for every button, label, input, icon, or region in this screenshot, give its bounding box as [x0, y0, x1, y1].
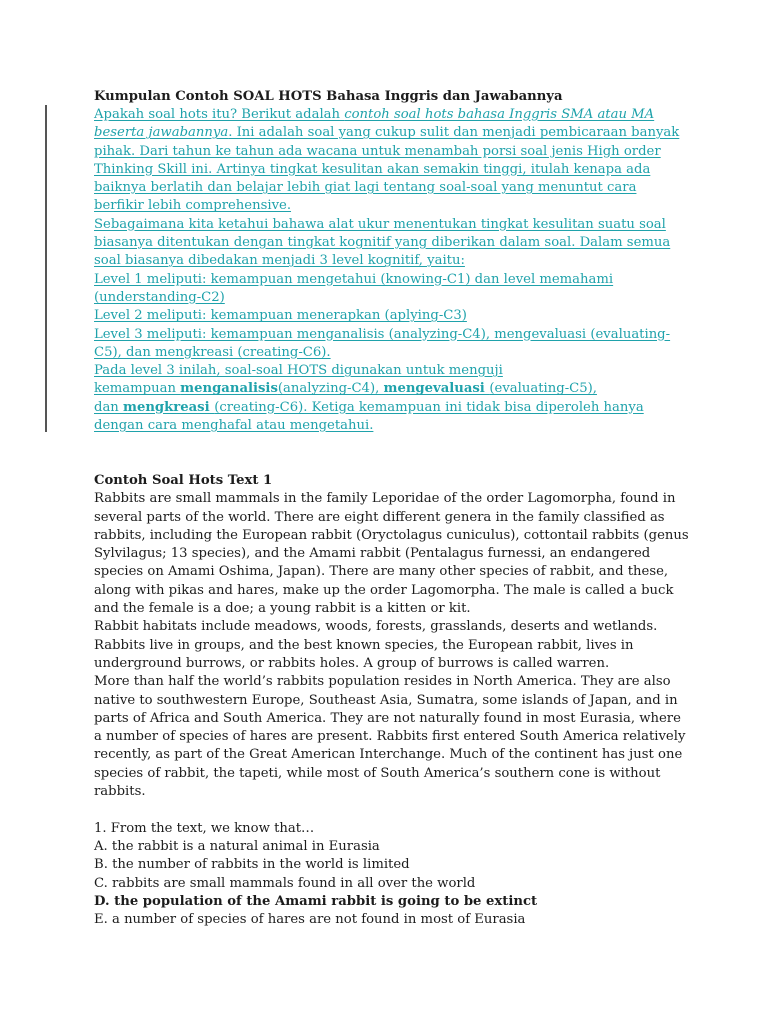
option-b: B. the number of rabbits in the world is limited: [94, 857, 410, 873]
option-a: A. the rabbit is a natural animal in Eurasia: [94, 838, 380, 854]
intro-line[interactable]: (understanding-C2): [94, 289, 225, 305]
intro-line[interactable]: baiknya berlatih dan belajar lebih giat lagi tentang soal-soal yang menuntut cara: [94, 180, 637, 196]
paragraph-line: More than half the world’s rabbits population resides in North America. They are also: [94, 674, 671, 690]
paragraph-line: native to southwestern Europe, Southeast Asia, Sumatra, some islands of Japan, and in: [94, 692, 678, 708]
paragraph-line: and the female is a doe; a young rabbit is a kitten or kit.: [94, 601, 471, 617]
intro-line[interactable]: C5), dan mengkreasi (creating-C6).: [94, 344, 331, 360]
intro-line[interactable]: Thinking Skill ini. Artinya tingkat kesulitan akan semakin tinggi, itulah kenapa ada: [94, 161, 651, 177]
intro-line[interactable]: Apakah soal hots itu? Berikut adalah contoh soal hots bahasa Inggris SMA atau MA: [94, 107, 655, 122]
change-bar: [45, 105, 47, 432]
intro-line[interactable]: Level 2 meliputi: kemampuan menerapkan (aplying-C3): [94, 308, 467, 324]
paragraph-line: Rabbit habitats include meadows, woods, forests, grasslands, deserts and wetlands.: [94, 619, 658, 635]
intro-line[interactable]: pihak. Dari tahun ke tahun ada wacana untuk menambah porsi soal jenis High order: [94, 143, 661, 159]
paragraph-line: parts of Africa and South America. They are not naturally found in most Eurasia, where: [94, 710, 681, 726]
question-1: 1. From the text, we know that…: [94, 820, 315, 836]
paragraph-line: Sylvilagus; 13 species), and the Amami rabbit (Pentalagus furnessi, an endangered: [94, 546, 651, 562]
intro-block: [94, 106, 680, 435]
paragraph-line: several parts of the world. There are eight different genera in the family classified as: [94, 509, 665, 525]
intro-line[interactable]: Pada level 3 inilah, soal-soal HOTS digunakan untuk menguji: [94, 363, 503, 379]
paragraph-line: along with pikas and hares, make up the order Lagomorpha. The male is called a buck: [94, 582, 674, 598]
paragraph-line: underground burrows, or rabbits holes. A group of burrows is called warren.: [94, 655, 610, 671]
intro-line[interactable]: soal biasanya dibedakan menjadi 3 level kognitif, yaitu:: [94, 253, 465, 269]
paragraph-line: Rabbits are small mammals in the family Leporidae of the order Lagomorpha, found in: [94, 491, 676, 507]
option-c: C. rabbits are small mammals found in all over the world: [94, 875, 476, 891]
paragraph-line: a number of species of hares are present. Rabbits first entered South America relatively: [94, 729, 686, 745]
option-d-correct-answer: D. the population of the Amami rabbit is going to be extinct: [94, 893, 538, 909]
paragraph-line: rabbits, including the European rabbit (Oryctolagus cuniculus), cottontail rabbits (genus: [94, 527, 689, 543]
intro-line[interactable]: Sebagaimana kita ketahui bahawa alat ukur menentukan tingkat kesulitan suatu soal: [94, 216, 666, 232]
intro-line[interactable]: berfikir lebih comprehensive.: [94, 198, 292, 214]
intro-line[interactable]: kemampuan menganalisis(analyzing-C4), mengevaluasi (evaluating-C5),: [94, 381, 597, 397]
paragraph-line: Rabbits live in groups, and the best known species, the European rabbit, lives in: [94, 637, 634, 653]
blank-line: [94, 801, 674, 819]
intro-line[interactable]: dengan cara menghafal atau mengetahui.: [94, 418, 374, 434]
option-e: E. a number of species of hares are not found in most of Eurasia: [94, 912, 526, 928]
paragraph-line: rabbits.: [94, 784, 146, 800]
paragraph-line: species of rabbit, the tapeti, while most of South America’s southern cone is without: [94, 765, 661, 781]
intro-line[interactable]: Level 3 meliputi: kemampuan menganalisis (analyzing-C4), mengevaluasi (evaluating-: [94, 326, 671, 342]
section-heading: Contoh Soal Hots Text 1: [94, 473, 273, 488]
intro-line[interactable]: biasanya ditentukan dengan tingkat kognitif yang diberikan dalam soal. Dalam semua: [94, 235, 671, 251]
intro-line[interactable]: Level 1 meliputi: kemampuan mengetahui (knowing-C1) dan level memahami: [94, 271, 614, 287]
intro-line[interactable]: beserta jawabannya. Ini adalah soal yang cukup sulit dan menjadi pembicaraan banyak: [94, 125, 680, 141]
intro-line[interactable]: dan mengkreasi (creating-C6). Ketiga kemampuan ini tidak bisa diperoleh hanya: [94, 399, 644, 415]
document-title: Kumpulan Contoh SOAL HOTS Bahasa Inggris dan Jawabannya: [94, 89, 563, 104]
paragraph-line: recently, as part of the Great American Interchange. Much of the continent has just one: [94, 747, 683, 763]
paragraph-line: species on Amami Oshima, Japan). There are many other species of rabbit, and these,: [94, 564, 669, 580]
text-1-section: [94, 472, 689, 929]
